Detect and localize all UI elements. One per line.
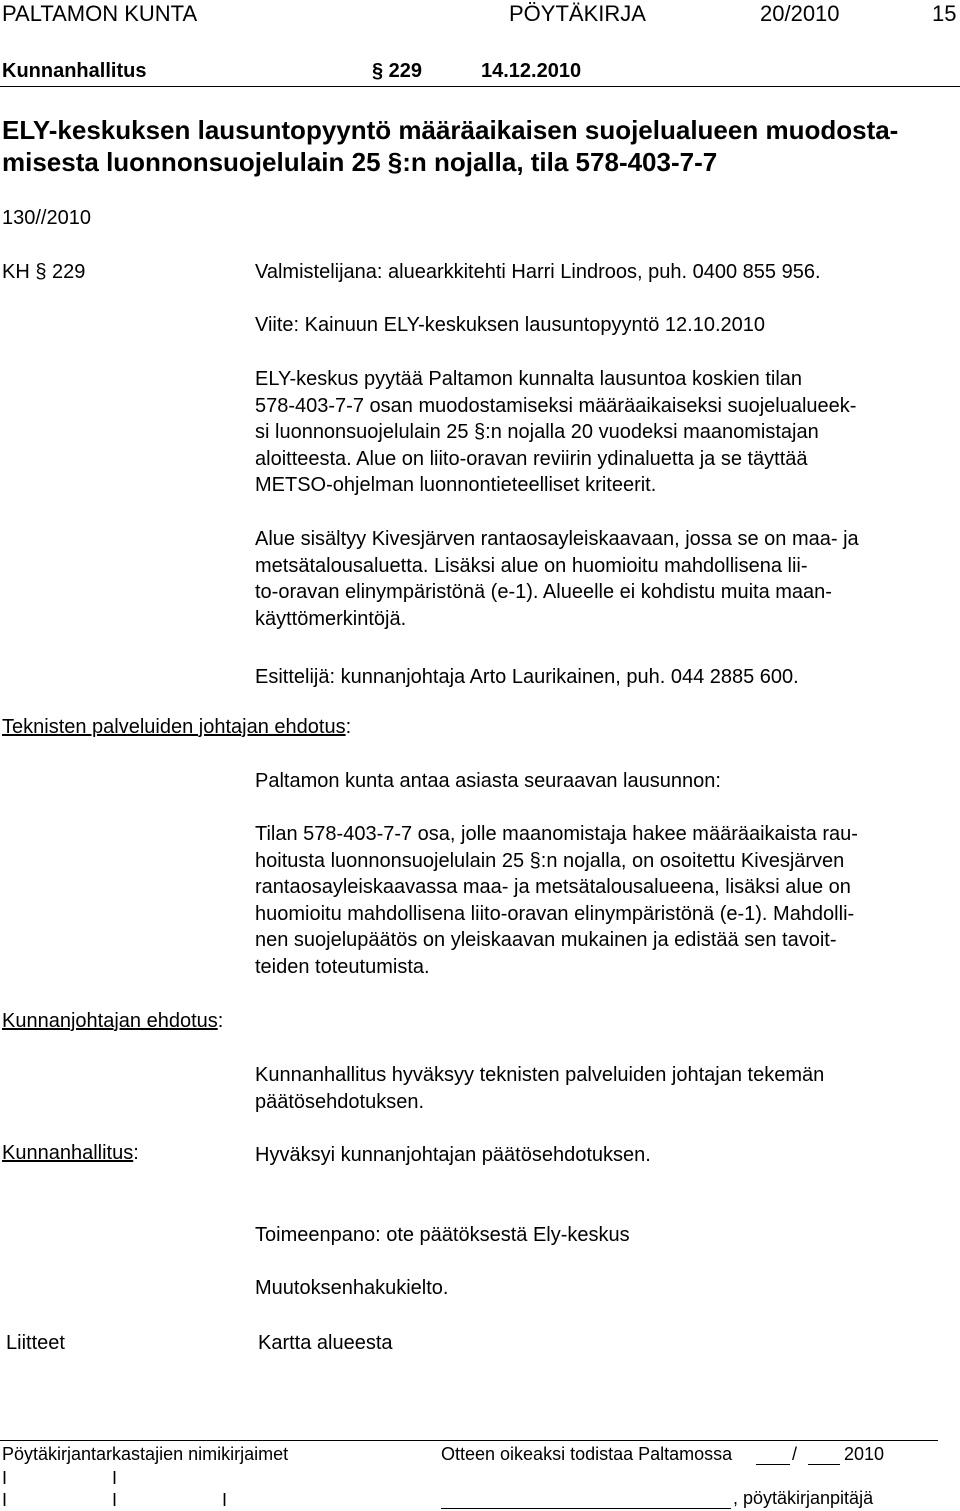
text-line: ELY-keskus pyytää Paltamon kunnalta lausuntoa koskien tilan (255, 368, 803, 390)
text-line: käyttömerkintöjä. (255, 607, 407, 630)
certification-year: 2010 (844, 1444, 885, 1464)
month-blank (808, 1464, 840, 1465)
preparer-line: Valmistelijana: aluearkkitehti Harri Lindroos, puh. 0400 855 956. (255, 261, 821, 283)
municipality-name: PALTAMON KUNTA (2, 1, 198, 26)
text-line: Kunnanhallitus hyväksyy teknisten palveluiden johtajan tekemän (255, 1064, 825, 1086)
meeting-date: 14.12.2010 (481, 60, 582, 82)
decision-text: Hyväksyi kunnanjohtajan päätösehdotuksen. (255, 1144, 651, 1166)
reference-line: Viite: Kainuun ELY-keskuksen lausuntopyyntö 12.10.2010 (255, 314, 765, 336)
initial-separator: I (222, 1490, 228, 1510)
text-line: rantaosayleiskaavassa maa- ja metsätalousalueena, lisäksi alue on (255, 876, 851, 898)
text-line: si luonnonsuojelulain 25 §:n nojalla 20 vuodeksi maanomistajan (255, 421, 819, 443)
label-text: Teknisten palveluiden johtajan ehdotus (2, 716, 346, 738)
footer-certification: Otteen oikeaksi todistaa Paltamossa (441, 1444, 733, 1464)
text-line: METSO-ohjelman luonnontieteelliset kriteerit. (255, 474, 657, 496)
text-line: Alue sisältyy Kivesjärven rantaosayleiskaavaan, jossa se on maa- ja (255, 528, 859, 550)
appeal-line: Muutoksenhakukielto. (255, 1277, 449, 1299)
execution-line: Toimeenpano: ote päätöksestä Ely-keskus (255, 1224, 630, 1246)
title-line: misesta luonnonsuojelulain 25 §:n nojalla, tila 578-403-7-7 (2, 147, 718, 177)
initial-separator: I (112, 1468, 118, 1488)
attachments-label: Liitteet (6, 1332, 65, 1354)
text-line: 578-403-7-7 osan muodostamiseksi määräaikaiseksi suojelualueek- (255, 394, 857, 417)
text-line: Tilan 578-403-7-7 osa, jolle maanomistaja hakee määräaikaista rau- (255, 823, 858, 845)
initial-separator: I (2, 1490, 8, 1510)
technical-proposal-label: Teknisten palveluiden johtajan ehdotus: (2, 716, 352, 738)
zoning-paragraph (255, 526, 960, 632)
reference-number: 130//2010 (2, 207, 91, 229)
initial-separator: I (112, 1490, 118, 1510)
text-line: huomioitu mahdollisena liito-oravan elinympäristönä (e-1). Mahdolli- (255, 902, 855, 925)
document-type: PÖYTÄKIRJA (509, 1, 646, 26)
statement-paragraph (255, 821, 960, 980)
statement-intro: Paltamon kunta antaa asiasta seuraavan lausunnon: (255, 770, 721, 792)
label-text: Kunnanhallitus (2, 1142, 134, 1164)
document-number: 20/2010 (760, 1, 840, 26)
footer-rule (0, 1440, 938, 1441)
label-text: Kunnanjohtajan ehdotus (2, 1010, 218, 1032)
text-line: hoitusta luonnonsuojelulain 25 §:n nojalla, on osoitettu Kivesjärven (255, 849, 845, 872)
request-paragraph (255, 366, 960, 499)
day-blank (756, 1464, 790, 1465)
manager-proposal-label: Kunnanjohtajan ehdotus: (2, 1010, 224, 1032)
text-line: aloitteesta. Alue on liito-oravan reviirin ydinaluetta ja se täyttää (255, 447, 808, 470)
text-line: päätösehdotuksen. (255, 1090, 425, 1113)
board-label: Kunnanhallitus: (2, 1142, 139, 1164)
kh-label: KH § 229 (2, 261, 86, 283)
footer-inspectors: Pöytäkirjantarkastajien nimikirjaimet (2, 1444, 289, 1464)
section-number: § 229 (372, 60, 423, 82)
page-title (2, 114, 960, 178)
text-line: metsätalousaluetta. Lisäksi alue on huomioitu mahdollisena lii- (255, 554, 808, 577)
header-rule (0, 86, 960, 87)
title-line: ELY-keskuksen lausuntopyyntö määräaikaisen suojelualueen muodosta- (2, 115, 899, 145)
attachment-item: Kartta alueesta (258, 1332, 393, 1354)
page-number: 15 (932, 1, 957, 26)
initial-separator: I (2, 1468, 8, 1488)
date-slash: / (792, 1444, 798, 1464)
presenter-line: Esittelijä: kunnanjohtaja Arto Laurikainen, puh. 044 2885 600. (255, 666, 799, 688)
signature-role: , pöytäkirjanpitäjä (733, 1488, 874, 1508)
text-line: to-oravan elinympäristönä (e-1). Alueelle ei kohdistu muita maan- (255, 581, 832, 603)
meeting-body: Kunnanhallitus (2, 60, 147, 82)
text-line: nen suojelupäätös on yleiskaavan mukainen ja edistää sen tavoit- (255, 929, 837, 951)
manager-proposal-text (255, 1062, 960, 1115)
text-line: teiden toteutumista. (255, 955, 430, 978)
